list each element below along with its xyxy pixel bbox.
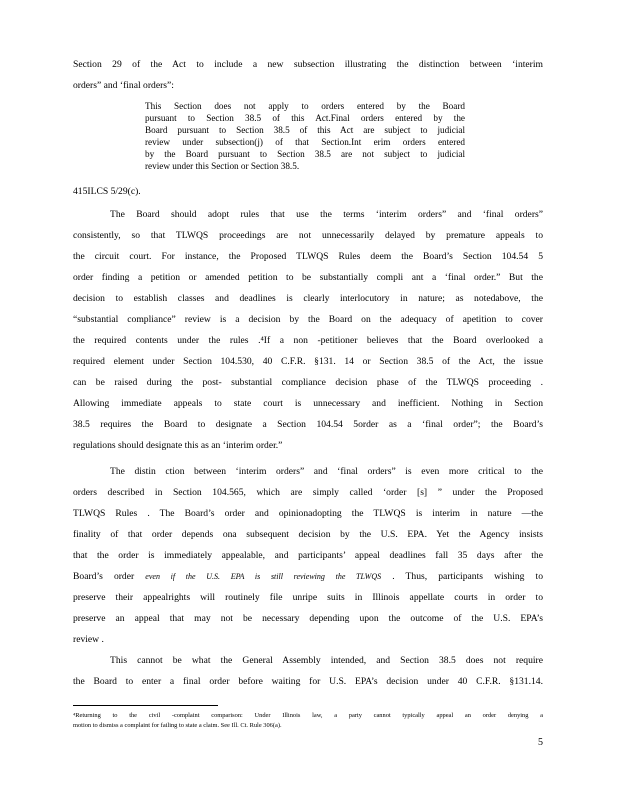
paragraph-line xyxy=(73,571,543,583)
paragraph-line: that the order is immediately appealable, and participants’ appeal deadlines fall 35 days after the xyxy=(73,550,543,561)
block-quote-line: pursuant to Section 38.5 of this Act.Final orders entered by the xyxy=(145,113,465,123)
paragraph-line: review . xyxy=(73,634,104,645)
page-number: 5 xyxy=(538,737,543,748)
paragraph-line: orders described in Section 104.565, which are simply called ‘order [s] ” under the Proposed xyxy=(73,487,543,498)
paragraph-line: required element under Section 104.530, 40 C.F.R. §131. 14 or Section 38.5 of the Act, the issue xyxy=(73,356,543,367)
paragraph-line: The distin ction between ‘interim orders” and ‘final orders” is even more critical to the xyxy=(110,466,543,477)
footnote-line: ⁴Returning to the civil -complaint comparison: Under Illinois law, a party cannot typically appeal an order denying a xyxy=(73,712,543,719)
paragraph-line: regulations should designate this as an ‘interim order.” xyxy=(73,440,283,451)
paragraph-line: the Board to enter a final order before waiting for U.S. EPA’s decision under 40 C.F.R. §131.14. xyxy=(73,676,543,687)
paragraph-line: The Board should adopt rules that use the terms ‘interim orders” and ‘final orders” xyxy=(110,209,543,220)
block-quote-line: Board pursuant to Section 38.5 of this Act are subject to judicial xyxy=(145,125,465,135)
paragraph-line: “substantial compliance” review is a decision by the Board on the adequacy of apetition to cover xyxy=(73,314,543,325)
paragraph-line: TLWQS Rules . The Board’s order and opinionadopting the TLWQS is interim in nature —the xyxy=(73,508,543,519)
footnote-separator xyxy=(73,705,218,706)
block-quote-line: review under subsection(j) of that Section.Int erim orders entered xyxy=(145,137,465,147)
paragraph-line: finality of that order depends ona subsequent decision by the U.S. EPA. Yet the Agency insists xyxy=(73,529,543,540)
block-quote-line: by the Board pursuant to Section 38.5 are not subject to judicial xyxy=(145,149,465,159)
paragraph-line: the circuit court. For instance, the Proposed TLWQS Rules deem the Board’s Section 104.54 5 xyxy=(73,251,543,262)
paragraph-line: order finding a petition or amended petition to be substantially compli ant a ‘final order.” But the xyxy=(73,272,543,283)
italic-text-run: even if the U.S. EPA is still reviewing the TLWQS xyxy=(145,572,382,581)
paragraph-line: This cannot be what the General Assembly intended, and Section 38.5 does not require xyxy=(110,655,543,666)
footnote-line: motion to dismiss a complaint for failing to state a claim. See Ill. Ct. Rule 306(a). xyxy=(73,722,282,729)
paragraph-line: can be raised during the post- substantial compliance decision phase of the TLWQS proceeding . xyxy=(73,377,543,388)
text-run: . Thus, participants wishing to xyxy=(392,571,544,582)
paragraph-line: consistently, so that TLWQS proceedings are not unnecessarily delayed by premature appeals to xyxy=(73,230,543,241)
body-line: Section 29 of the Act to include a new subsection illustrating the distinction between ‘interim xyxy=(73,59,543,70)
paragraph-line: Allowing immediate appeals to state court is unnecessary and inefficient. Nothing in Section xyxy=(73,398,543,409)
text-run: Board’s order xyxy=(73,571,135,582)
paragraph-line: 38.5 requires the Board to designate a Section 104.54 5order as a ‘final order”; the Board’s xyxy=(73,419,543,430)
paragraph-line: preserve an appeal that may not be necessary depending upon the outcome of the U.S. EPA’s xyxy=(73,613,543,624)
block-quote-line: review under this Section or Section 38.5. xyxy=(145,161,300,171)
body-line: orders” and ‘final orders”: xyxy=(73,80,174,91)
paragraph-line: decision to establish classes and deadlines is clearly interlocutory in nature; as notedabove, the xyxy=(73,293,543,304)
citation: 415ILCS 5/29(c). xyxy=(73,186,141,197)
paragraph-line: the required contents under the rules .⁴If a non -petitioner believes that the Board overlooked a xyxy=(73,335,543,346)
paragraph-line: preserve their appealrights will routinely file unripe suits in Illinois appellate courts in order to xyxy=(73,592,543,603)
block-quote-line: This Section does not apply to orders entered by the Board xyxy=(145,101,465,111)
